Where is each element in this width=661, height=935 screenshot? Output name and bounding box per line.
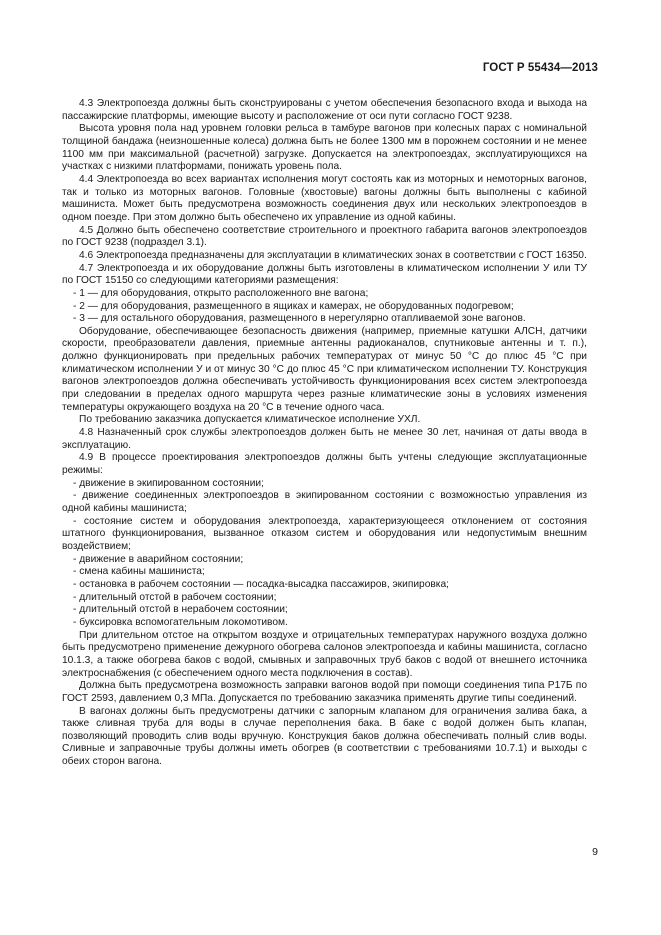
- list-item: - 2 — для оборудования, размещенного в ящиках и камерах, не оборудованных подогревом;: [73, 300, 514, 312]
- list-item: - длительный отстой в рабочем состоянии;: [73, 591, 277, 603]
- document-body: [62, 98, 587, 769]
- list-item: - длительный отстой в нерабочем состоянии;: [73, 604, 288, 616]
- paragraph: Оборудование, обеспечивающее безопасность движения (например, приемные катушки АЛСН, датчики скорости, преобразователи давления, приемные антенны радиоканалов, спутниковые антенны и т. п.), должно функционировать при предельных рабочих температурах от минус 50 °С до плюс 45 °С при климатическом исполнении У и от минус 30 °С до плюс 45 °С при климатическом исполнении ТУ. Конструкция вагонов электропоездов должна обеспечивать устойчивость функционирования всех систем электропоезда при следовании в пределах одного маршрута через разные климатические зоны в условиях изменения температуры окружающего воздуха на 20 °С в течение одного часа.: [62, 325, 587, 413]
- paragraph: При длительном отстое на открытом воздухе и отрицательных температурах наружного воздуха должно быть предусмотрено применение дежурного обогрева салонов электропоезда и кабины машиниста, согласно 10.1.3, а также обогрева баков с водой, смывных и заправочных труб баков с водой от внешнего источника электроснабжения (с обеспечением одного места подключения в состав).: [62, 629, 587, 679]
- paragraph: 4.4 Электропоезда во всех вариантах исполнения могут состоять как из моторных и немоторных вагонов, так и только из моторных вагонов. Головные (хвостовые) вагоны должны быть выполнены с кабиной машиниста. Может быть предусмотрена возможность соединения двух или нескольких электропоездов в одном поезде. При этом должно быть обеспечено их управление из одной кабины.: [62, 173, 587, 223]
- list-item: - движение соединенных электропоездов в экипированном состоянии с возможностью управления из одной кабины машиниста;: [62, 490, 587, 514]
- list-item: - 3 — для остального оборудования, размещенного в нерегулярно отапливаемой зоне вагонов.: [73, 313, 526, 325]
- paragraph: 4.8 Назначенный срок службы электропоездов должен быть не менее 30 лет, начиная от даты ввода в эксплуатацию.: [62, 427, 587, 451]
- list-item: - 1 — для оборудования, открыто расположенного вне вагона;: [73, 287, 369, 299]
- document-header: ГОСТ Р 55434—2013: [482, 62, 598, 74]
- list-item: - состояние систем и оборудования электропоезда, характеризующееся отклонением от состояния штатного функционирования, вызванное отказом систем и оборудования или недопустимым внешним воздействием;: [62, 515, 587, 552]
- paragraph: В вагонах должны быть предусмотрены датчики с запорным клапаном для ограничения залива бака, а также сливная труба для воды в случае переполнения бака. В баке с водой должен быть клапан, позволяющий проводить слив воды вручную. Конструкция баков должна обеспечивать полный слив воды. Сливные и заправочные трубы должны иметь обогрев (в соответствии с требованиями 10.7.1) и выходы с обеих сторон вагона.: [62, 705, 587, 768]
- list-item: - смена кабины машиниста;: [73, 566, 205, 578]
- list-item: - движение в экипированном состоянии;: [73, 477, 264, 489]
- paragraph: По требованию заказчика допускается климатическое исполнение УХЛ.: [79, 414, 421, 426]
- paragraph: 4.3 Электропоезда должны быть сконструированы с учетом обеспечения безопасного входа и выхода на пассажирские платформы, имеющие высоту и расположение от оси пути согласно ГОСТ 9238.: [62, 98, 587, 122]
- list-item: - движение в аварийном состоянии;: [73, 553, 244, 565]
- page-number: 9: [592, 846, 598, 858]
- list-item: - остановка в рабочем состоянии — посадка-высадка пассажиров, экипировка;: [73, 578, 449, 590]
- paragraph: 4.5 Должно быть обеспечено соответствие строительного и проектного габарита вагонов электропоездов по ГОСТ 9238 (подраздел 3.1).: [62, 224, 587, 249]
- paragraph: 4.6 Электропоезда предназначены для эксплуатации в климатических зонах в соответствии с ГОСТ 16350.: [79, 249, 587, 261]
- paragraph: Высота уровня пола над уровнем головки рельса в тамбуре вагонов при колесных парах с номинальной толщиной бандажа (неизношенные колеса) должна быть не более 1300 мм в порожнем состоянии и не менее 1100 мм при максимальной (расчетной) загрузке. Допускается на электропоездах, эксплуатирующихся на участках с низкими платформами, понижать уровень пола.: [62, 123, 587, 173]
- paragraph: 4.7 Электропоезда и их оборудование должны быть изготовлены в климатическом исполнении У или ТУ по ГОСТ 15150 со следующими категориями размещения:: [62, 262, 587, 287]
- list-item: - буксировка вспомогательным локомотивом.: [73, 616, 288, 628]
- paragraph: Должна быть предусмотрена возможность заправки вагонов водой при помощи соединения типа Р17Б по ГОСТ 2593, давлением 0,3 МПа. Допускается по требованию заказчика применять другие типы соединений.: [62, 680, 587, 704]
- paragraph: 4.9 В процессе проектирования электропоездов должны быть учтены следующие эксплуатационные режимы:: [62, 452, 587, 477]
